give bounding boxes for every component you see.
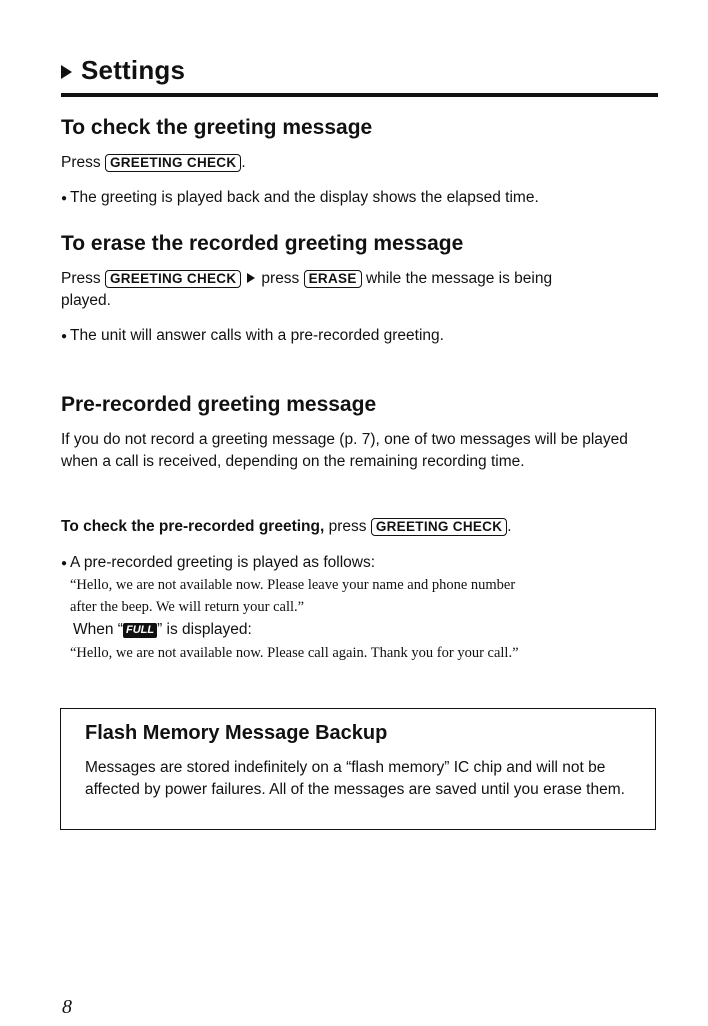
erase-greeting-instruction-line2: played. (61, 292, 111, 309)
when-suffix: ” is displayed: (157, 621, 252, 638)
erase-greeting-instruction (61, 268, 651, 290)
arrow-icon (247, 273, 255, 283)
press-text: Press (61, 270, 101, 287)
press-text: Press (61, 154, 101, 171)
greeting-check-key: GREETING CHECK (371, 518, 507, 536)
bold-label: To check the pre-recorded greeting, (61, 518, 325, 535)
check-greeting-bullet: ● The greeting is played back and the display shows the elapsed time. (61, 187, 651, 211)
section-title: Settings (81, 55, 186, 85)
press-text: press (328, 518, 367, 535)
quote1-line1: “Hello, we are not available now. Please leave your name and phone number (70, 577, 516, 593)
punctuation: . (241, 154, 246, 171)
header-rule (61, 93, 658, 97)
instruction-continuation: while the message is being (365, 270, 553, 287)
check-greeting-heading: To check the greeting message (61, 116, 373, 139)
prerecorded-paragraph: If you do not record a greeting message (p. 7), one of two messages will be played when a call is received, depending on the remaining recording time. (61, 431, 628, 470)
flash-memory-text: Messages are stored indefinitely on a “flash memory” IC chip and will not be affected by power failures. All of the messages are saved until you erase them. (85, 759, 625, 798)
quote1-line2: after the beep. We will return your call.” (70, 599, 305, 615)
check-greeting-instruction (61, 152, 651, 174)
erase-key: ERASE (304, 270, 362, 288)
flash-memory-title: Flash Memory Message Backup (85, 722, 388, 744)
erase-greeting-heading: To erase the recorded greeting message (61, 232, 464, 255)
page-number: 8 (62, 996, 72, 1018)
flash-memory-box (60, 708, 656, 830)
prerecorded-check-instruction (61, 516, 651, 538)
quote2: “Hello, we are not available now. Please call again. Thank you for your call.” (70, 645, 519, 661)
press-text: press (261, 270, 300, 287)
prerecorded-heading: Pre-recorded greeting message (61, 393, 377, 416)
section-header (61, 55, 185, 86)
arrow-icon (61, 65, 72, 79)
full-display-icon: FULL (123, 623, 157, 638)
prerecorded-bullet: ● A pre-recorded greeting is played as follows: (61, 552, 651, 576)
when-full-line (73, 619, 663, 641)
erase-greeting-bullet: ● The unit will answer calls with a pre-recorded greeting. (61, 325, 651, 349)
greeting-check-key: GREETING CHECK (105, 270, 241, 288)
when-prefix: When “ (73, 621, 123, 638)
punctuation: . (507, 518, 512, 535)
greeting-check-key: GREETING CHECK (105, 154, 241, 172)
